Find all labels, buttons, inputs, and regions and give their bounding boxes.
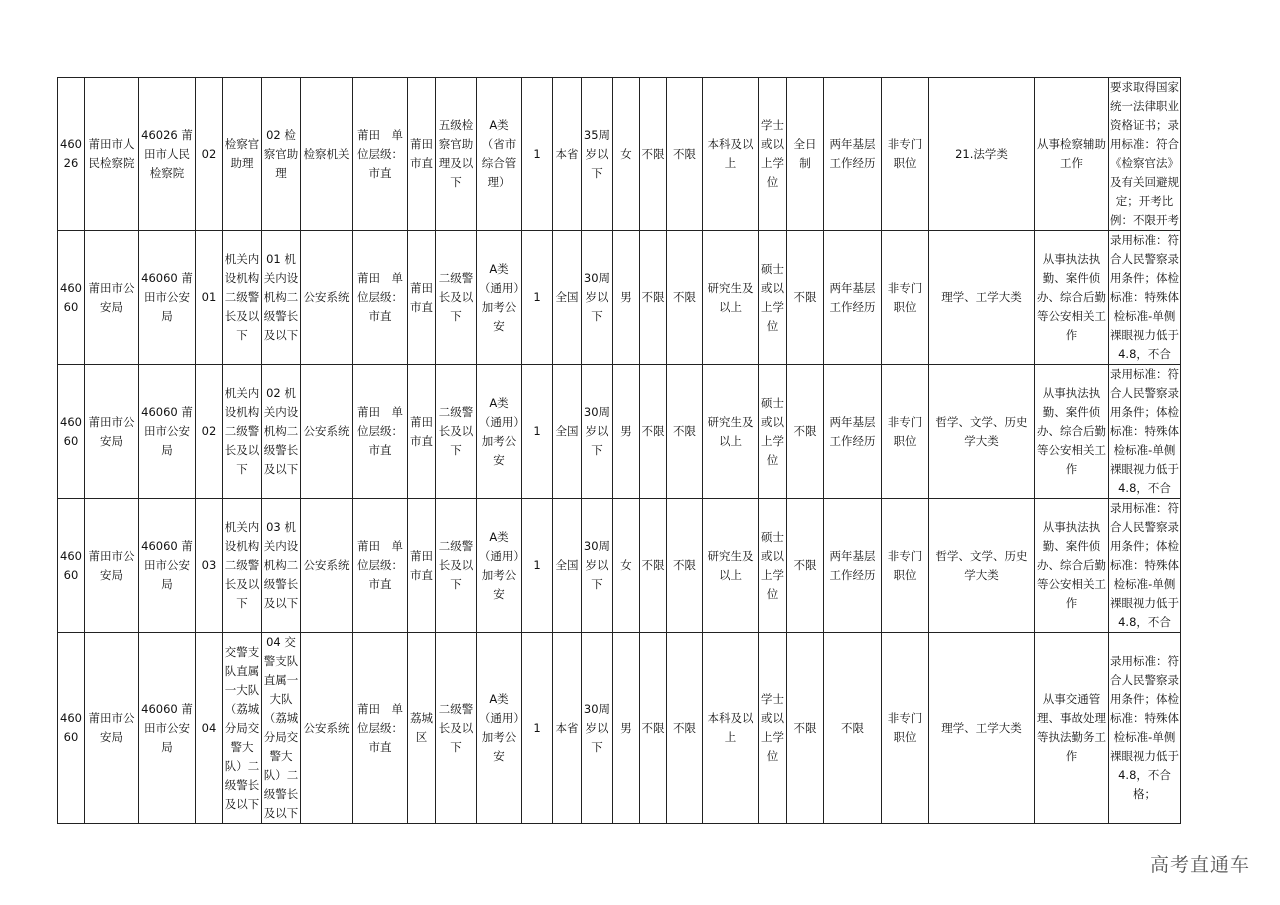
cell-location: 莆田市直	[408, 78, 436, 231]
table-row	[58, 78, 1181, 231]
cell-position-full: 04 交警支队直属一大队（荔城分局交警大队）二级警长及以下	[262, 633, 301, 824]
cell-headcount: 1	[522, 633, 553, 824]
cell-unit-level: 莆田 单位层级：市直	[353, 231, 408, 365]
cell-politics: 不限	[667, 499, 703, 633]
cell-exam-category: A类（通用）加考公安	[477, 633, 522, 824]
cell-gender: 女	[613, 78, 640, 231]
cell-position-code: 04	[196, 633, 223, 824]
cell-education: 本科及以上	[703, 78, 759, 231]
cell-household: 全国	[553, 231, 582, 365]
cell-politics: 不限	[667, 633, 703, 824]
cell-study-mode: 全日制	[787, 78, 824, 231]
cell-age: 30周岁以下	[582, 231, 613, 365]
cell-education: 本科及以上	[703, 633, 759, 824]
table-body	[58, 78, 1181, 824]
cell-system: 公安系统	[301, 231, 353, 365]
cell-ethnicity: 不限	[640, 231, 667, 365]
cell-unit-full: 46026 莆田市人民检察院	[139, 78, 196, 231]
cell-degree: 硕士或以上学位	[759, 499, 787, 633]
watermark: 高考直通车	[1149, 854, 1250, 876]
cell-special-position: 非专门职位	[882, 365, 929, 499]
cell-unit-name: 莆田市公安局	[85, 499, 139, 633]
cell-household: 本省	[553, 78, 582, 231]
cell-location: 莆田市直	[408, 499, 436, 633]
cell-unit-level: 莆田 单位层级：市直	[353, 499, 408, 633]
cell-unit-code: 46060	[58, 231, 85, 365]
cell-major: 哲学、文学、历史学大类	[929, 365, 1035, 499]
cell-location: 莆田市直	[408, 365, 436, 499]
cell-special-position: 非专门职位	[882, 633, 929, 824]
cell-system: 检察机关	[301, 78, 353, 231]
cell-special-position: 非专门职位	[882, 231, 929, 365]
cell-unit-name: 莆田市人民检察院	[85, 78, 139, 231]
cell-position-code: 02	[196, 365, 223, 499]
cell-job-level: 二级警长及以下	[436, 499, 477, 633]
cell-job-description: 从事执法执勤、案件侦办、综合后勤等公安相关工作	[1035, 365, 1109, 499]
cell-age: 30周岁以下	[582, 633, 613, 824]
cell-gender: 男	[613, 365, 640, 499]
cell-position-code: 03	[196, 499, 223, 633]
cell-unit-level: 莆田 单位层级：市直	[353, 633, 408, 824]
cell-job-level: 二级警长及以下	[436, 365, 477, 499]
cell-degree: 硕士或以上学位	[759, 231, 787, 365]
cell-unit-name: 莆田市公安局	[85, 231, 139, 365]
cell-study-mode: 不限	[787, 231, 824, 365]
cell-unit-full: 46060 莆田市公安局	[139, 231, 196, 365]
cell-household: 全国	[553, 499, 582, 633]
cell-household: 全国	[553, 365, 582, 499]
cell-study-mode: 不限	[787, 499, 824, 633]
cell-unit-code: 46060	[58, 633, 85, 824]
cell-job-level: 二级警长及以下	[436, 633, 477, 824]
cell-location: 莆田市直	[408, 231, 436, 365]
cell-experience: 两年基层工作经历	[824, 365, 882, 499]
cell-gender: 男	[613, 231, 640, 365]
cell-household: 本省	[553, 633, 582, 824]
cell-experience: 两年基层工作经历	[824, 499, 882, 633]
cell-headcount: 1	[522, 499, 553, 633]
cell-study-mode: 不限	[787, 633, 824, 824]
cell-position-name: 交警支队直属一大队（荔城分局交警大队）二级警长及以下	[223, 633, 262, 824]
cell-unit-full: 46060 莆田市公安局	[139, 365, 196, 499]
cell-position-full: 03 机关内设机构二级警长及以下	[262, 499, 301, 633]
cell-exam-category: A类（通用）加考公安	[477, 231, 522, 365]
cell-position-full: 02 机关内设机构二级警长及以下	[262, 365, 301, 499]
cell-position-full: 01 机关内设机构二级警长及以下	[262, 231, 301, 365]
cell-education: 研究生及以上	[703, 499, 759, 633]
cell-major: 理学、工学大类	[929, 231, 1035, 365]
cell-ethnicity: 不限	[640, 499, 667, 633]
cell-position-full: 02 检察官助理	[262, 78, 301, 231]
cell-headcount: 1	[522, 78, 553, 231]
cell-unit-code: 46060	[58, 365, 85, 499]
cell-system: 公安系统	[301, 633, 353, 824]
cell-position-code: 01	[196, 231, 223, 365]
cell-gender: 男	[613, 633, 640, 824]
cell-position-code: 02	[196, 78, 223, 231]
cell-job-description: 从事交通管理、事故处理等执法勤务工作	[1035, 633, 1109, 824]
cell-notes: 录用标准：符合人民警察录用条件；体检标准：特殊体检标准-单侧裸眼视力低于4.8，不合格；	[1109, 633, 1181, 824]
cell-job-level: 二级警长及以下	[436, 231, 477, 365]
cell-notes: 要求取得国家统一法律职业资格证书；录用标准：符合《检察官法》及有关回避规定；开考比例：不限开考	[1109, 78, 1181, 231]
cell-unit-full: 46060 莆田市公安局	[139, 499, 196, 633]
cell-unit-level: 莆田 单位层级：市直	[353, 365, 408, 499]
cell-position-name: 检察官助理	[223, 78, 262, 231]
cell-major: 哲学、文学、历史学大类	[929, 499, 1035, 633]
cell-major: 21.法学类	[929, 78, 1035, 231]
cell-ethnicity: 不限	[640, 78, 667, 231]
cell-experience: 两年基层工作经历	[824, 231, 882, 365]
cell-headcount: 1	[522, 231, 553, 365]
cell-unit-level: 莆田 单位层级：市直	[353, 78, 408, 231]
table-row	[58, 633, 1181, 824]
cell-education: 研究生及以上	[703, 365, 759, 499]
cell-degree: 硕士或以上学位	[759, 365, 787, 499]
cell-experience: 两年基层工作经历	[824, 78, 882, 231]
cell-notes: 录用标准：符合人民警察录用条件；体检标准：特殊体检标准-单侧裸眼视力低于4.8，不合	[1109, 231, 1181, 365]
cell-unit-name: 莆田市公安局	[85, 633, 139, 824]
cell-major: 理学、工学大类	[929, 633, 1035, 824]
cell-job-description: 从事执法执勤、案件侦办、综合后勤等公安相关工作	[1035, 499, 1109, 633]
cell-study-mode: 不限	[787, 365, 824, 499]
cell-job-description: 从事执法执勤、案件侦办、综合后勤等公安相关工作	[1035, 231, 1109, 365]
cell-age: 35周岁以下	[582, 78, 613, 231]
cell-system: 公安系统	[301, 365, 353, 499]
cell-age: 30周岁以下	[582, 499, 613, 633]
table-row	[58, 231, 1181, 365]
cell-unit-full: 46060 莆田市公安局	[139, 633, 196, 824]
cell-position-name: 机关内设机构二级警长及以下	[223, 365, 262, 499]
cell-degree: 学士或以上学位	[759, 78, 787, 231]
cell-politics: 不限	[667, 365, 703, 499]
cell-notes: 录用标准：符合人民警察录用条件；体检标准：特殊体检标准-单侧裸眼视力低于4.8，不合	[1109, 365, 1181, 499]
table-row	[58, 365, 1181, 499]
cell-position-name: 机关内设机构二级警长及以下	[223, 231, 262, 365]
cell-position-name: 机关内设机构二级警长及以下	[223, 499, 262, 633]
recruitment-table	[57, 77, 1181, 824]
cell-system: 公安系统	[301, 499, 353, 633]
cell-unit-code: 46060	[58, 499, 85, 633]
cell-experience: 不限	[824, 633, 882, 824]
cell-unit-name: 莆田市公安局	[85, 365, 139, 499]
cell-gender: 女	[613, 499, 640, 633]
table-row	[58, 499, 1181, 633]
cell-headcount: 1	[522, 365, 553, 499]
cell-job-level: 五级检察官助理及以下	[436, 78, 477, 231]
cell-degree: 学士或以上学位	[759, 633, 787, 824]
cell-special-position: 非专门职位	[882, 78, 929, 231]
cell-unit-code: 46026	[58, 78, 85, 231]
cell-age: 30周岁以下	[582, 365, 613, 499]
cell-exam-category: A类（省市综合管理）	[477, 78, 522, 231]
cell-special-position: 非专门职位	[882, 499, 929, 633]
cell-job-description: 从事检察辅助工作	[1035, 78, 1109, 231]
cell-ethnicity: 不限	[640, 633, 667, 824]
cell-location: 荔城区	[408, 633, 436, 824]
cell-exam-category: A类（通用）加考公安	[477, 499, 522, 633]
cell-exam-category: A类（通用）加考公安	[477, 365, 522, 499]
cell-education: 研究生及以上	[703, 231, 759, 365]
cell-ethnicity: 不限	[640, 365, 667, 499]
cell-notes: 录用标准：符合人民警察录用条件；体检标准：特殊体检标准-单侧裸眼视力低于4.8，不合	[1109, 499, 1181, 633]
cell-politics: 不限	[667, 231, 703, 365]
cell-politics: 不限	[667, 78, 703, 231]
